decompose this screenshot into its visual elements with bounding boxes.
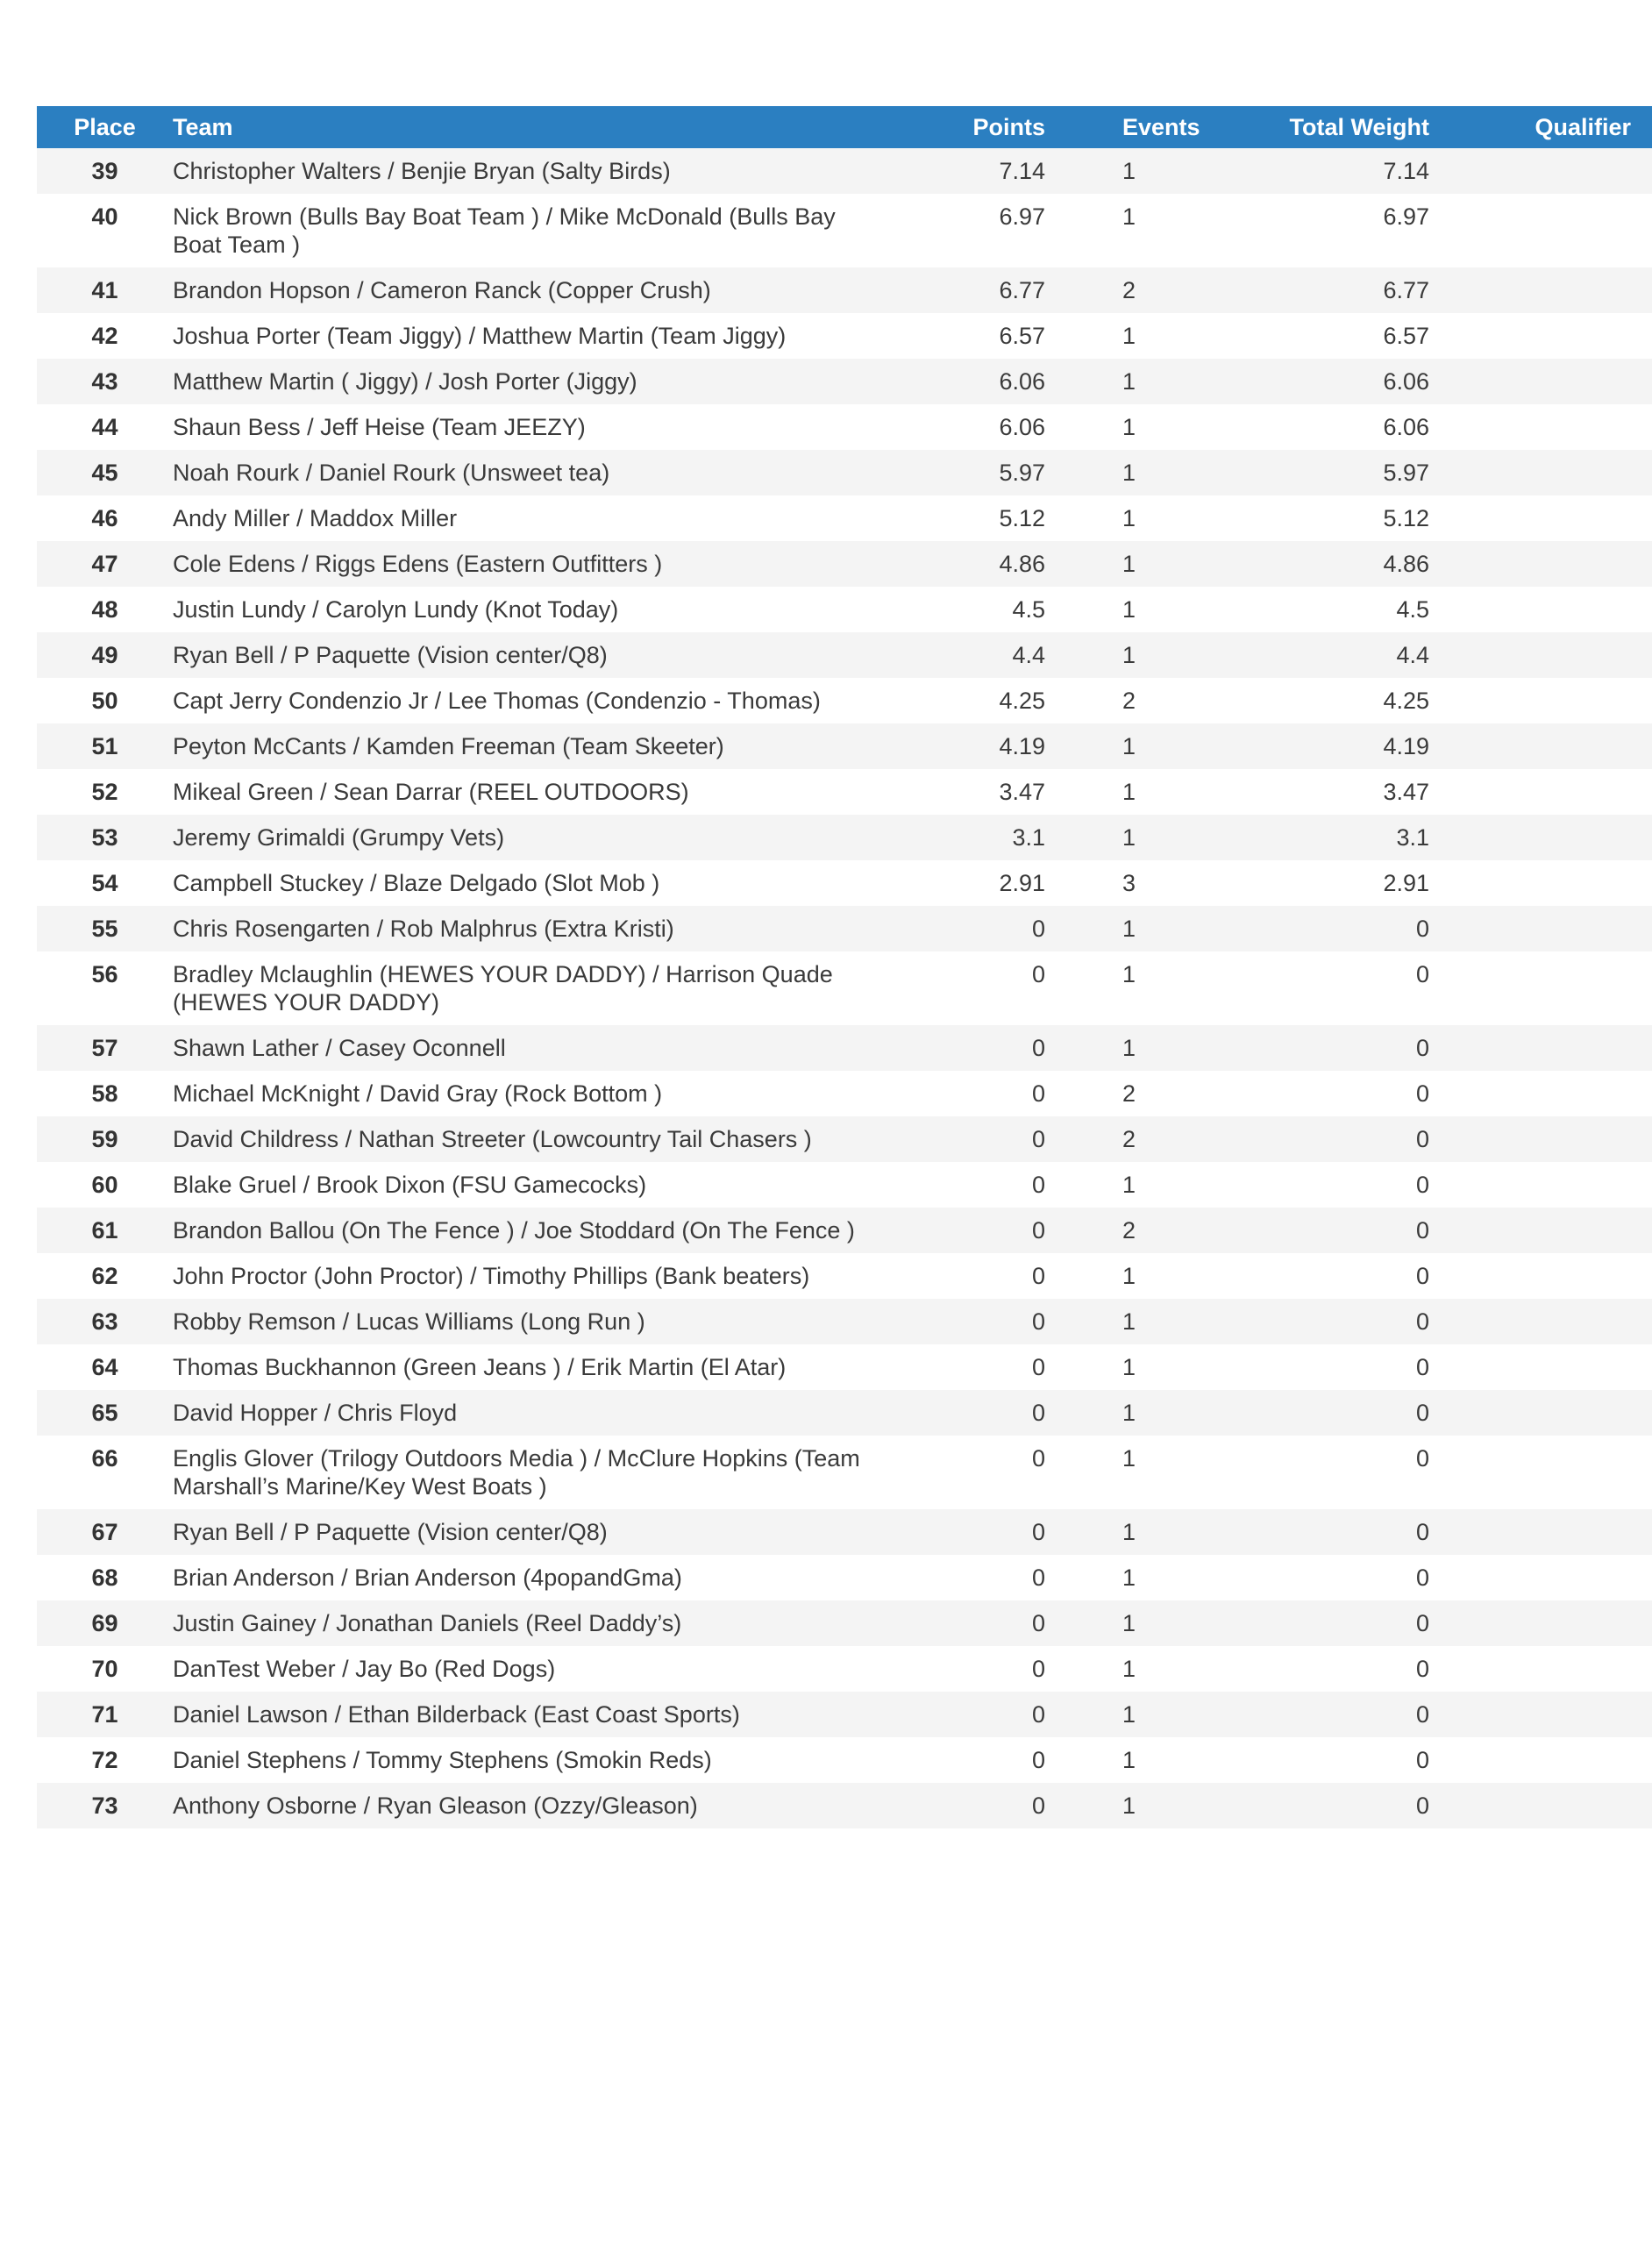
cell-qualifier (1429, 313, 1652, 359)
cell-total-weight: 2.91 (1236, 860, 1429, 906)
cell-points: 0 (918, 1253, 1045, 1299)
cell-qualifier (1429, 815, 1652, 860)
cell-place: 53 (37, 815, 173, 860)
cell-qualifier (1429, 1390, 1652, 1436)
team-name: Chris Rosengarten / Rob Malphrus (Extra Kristi) (173, 916, 674, 942)
table-row (37, 1555, 1652, 1600)
team-name: David Hopper / Chris Floyd (173, 1400, 458, 1426)
cell-points: 0 (918, 1344, 1045, 1390)
team-name: Ryan Bell / P Paquette (Vision center/Q8) (173, 642, 608, 668)
table-row (37, 148, 1652, 194)
cell-total-weight: 4.4 (1236, 632, 1429, 678)
cell-team (173, 1025, 918, 1071)
cell-qualifier (1429, 769, 1652, 815)
cell-total-weight: 6.77 (1236, 267, 1429, 313)
cell-qualifier (1429, 1025, 1652, 1071)
cell-place: 63 (37, 1299, 173, 1344)
cell-points: 0 (918, 906, 1045, 951)
cell-qualifier (1429, 1208, 1652, 1253)
col-header-place: Place (37, 106, 173, 148)
cell-team (173, 1737, 918, 1783)
cell-points: 0 (918, 1116, 1045, 1162)
table-row (37, 587, 1652, 632)
team-name: Daniel Lawson / Ethan Bilderback (East Coast Sports) (173, 1701, 740, 1728)
cell-qualifier (1429, 1436, 1652, 1509)
cell-events: 1 (1045, 1692, 1236, 1737)
cell-qualifier (1429, 1253, 1652, 1299)
cell-total-weight: 0 (1236, 1025, 1429, 1071)
cell-team (173, 1646, 918, 1692)
table-row (37, 541, 1652, 587)
cell-events: 1 (1045, 541, 1236, 587)
cell-points: 3.47 (918, 769, 1045, 815)
team-name: Brian Anderson / Brian Anderson (4popandGma) (173, 1564, 682, 1591)
cell-events: 2 (1045, 678, 1236, 723)
cell-total-weight: 0 (1236, 1646, 1429, 1692)
cell-qualifier (1429, 587, 1652, 632)
team-name: Christopher Walters / Benjie Bryan (Salty Birds) (173, 158, 671, 184)
table-row (37, 860, 1652, 906)
cell-qualifier (1429, 1783, 1652, 1828)
cell-events: 1 (1045, 450, 1236, 495)
cell-points: 4.4 (918, 632, 1045, 678)
cell-total-weight: 6.06 (1236, 359, 1429, 404)
table-row (37, 1299, 1652, 1344)
team-name: Cole Edens / Riggs Edens (Eastern Outfitters ) (173, 551, 663, 577)
team-name: Justin Lundy / Carolyn Lundy (Knot Today) (173, 596, 619, 623)
cell-events: 1 (1045, 1390, 1236, 1436)
table-row (37, 194, 1652, 267)
cell-total-weight: 6.97 (1236, 194, 1429, 267)
team-name: Joshua Porter (Team Jiggy) / Matthew Martin (Team Jiggy) (173, 323, 787, 349)
cell-team (173, 1783, 918, 1828)
cell-events: 1 (1045, 359, 1236, 404)
cell-place: 73 (37, 1783, 173, 1828)
cell-qualifier (1429, 404, 1652, 450)
cell-points: 2.91 (918, 860, 1045, 906)
table-row (37, 450, 1652, 495)
table-row (37, 1436, 1652, 1509)
cell-qualifier (1429, 1162, 1652, 1208)
cell-total-weight: 4.86 (1236, 541, 1429, 587)
team-name: John Proctor (John Proctor) / Timothy Phillips (Bank beaters) (173, 1263, 810, 1289)
cell-place: 43 (37, 359, 173, 404)
table-row (37, 1025, 1652, 1071)
cell-events: 1 (1045, 1555, 1236, 1600)
table-row (37, 723, 1652, 769)
cell-place: 71 (37, 1692, 173, 1737)
cell-team (173, 951, 918, 1025)
cell-events: 1 (1045, 1737, 1236, 1783)
cell-events: 1 (1045, 815, 1236, 860)
header-row (37, 106, 1652, 148)
cell-events: 2 (1045, 1116, 1236, 1162)
table-header (37, 106, 1652, 148)
cell-place: 65 (37, 1390, 173, 1436)
cell-events: 1 (1045, 1783, 1236, 1828)
cell-points: 4.19 (918, 723, 1045, 769)
table-row (37, 1692, 1652, 1737)
cell-total-weight: 0 (1236, 906, 1429, 951)
cell-team (173, 678, 918, 723)
cell-qualifier (1429, 678, 1652, 723)
cell-team (173, 148, 918, 194)
cell-events: 3 (1045, 860, 1236, 906)
cell-place: 64 (37, 1344, 173, 1390)
cell-total-weight: 5.12 (1236, 495, 1429, 541)
cell-points: 0 (918, 1162, 1045, 1208)
cell-qualifier (1429, 267, 1652, 313)
cell-events: 1 (1045, 1646, 1236, 1692)
cell-place: 69 (37, 1600, 173, 1646)
cell-total-weight: 0 (1236, 1692, 1429, 1737)
cell-points: 0 (918, 1071, 1045, 1116)
cell-total-weight: 0 (1236, 1253, 1429, 1299)
cell-events: 1 (1045, 632, 1236, 678)
cell-team (173, 815, 918, 860)
cell-place: 61 (37, 1208, 173, 1253)
cell-qualifier (1429, 148, 1652, 194)
table-row (37, 1390, 1652, 1436)
cell-qualifier (1429, 906, 1652, 951)
cell-team (173, 359, 918, 404)
cell-team (173, 1600, 918, 1646)
cell-place: 62 (37, 1253, 173, 1299)
table-row (37, 1071, 1652, 1116)
cell-events: 1 (1045, 951, 1236, 1025)
cell-total-weight: 0 (1236, 1162, 1429, 1208)
table-row (37, 678, 1652, 723)
cell-place: 70 (37, 1646, 173, 1692)
table-row (37, 1600, 1652, 1646)
team-name: Thomas Buckhannon (Green Jeans ) / Erik Martin (El Atar) (173, 1354, 787, 1380)
cell-place: 72 (37, 1737, 173, 1783)
col-header-qualifier: Qualifier (1429, 106, 1652, 148)
cell-qualifier (1429, 1071, 1652, 1116)
table-row (37, 359, 1652, 404)
cell-team (173, 313, 918, 359)
table-row (37, 1253, 1652, 1299)
cell-qualifier (1429, 1646, 1652, 1692)
cell-points: 4.25 (918, 678, 1045, 723)
cell-qualifier (1429, 1600, 1652, 1646)
table-row (37, 632, 1652, 678)
table-row (37, 1737, 1652, 1783)
team-name: Shaun Bess / Jeff Heise (Team JEEZY) (173, 414, 586, 440)
cell-qualifier (1429, 632, 1652, 678)
cell-qualifier (1429, 450, 1652, 495)
cell-total-weight: 0 (1236, 1071, 1429, 1116)
cell-events: 2 (1045, 1208, 1236, 1253)
cell-total-weight: 6.06 (1236, 404, 1429, 450)
cell-total-weight: 4.25 (1236, 678, 1429, 723)
cell-team (173, 1299, 918, 1344)
cell-events: 1 (1045, 1436, 1236, 1509)
cell-place: 41 (37, 267, 173, 313)
cell-events: 1 (1045, 495, 1236, 541)
standings-table (37, 106, 1652, 1828)
cell-total-weight: 0 (1236, 1600, 1429, 1646)
cell-points: 0 (918, 1646, 1045, 1692)
cell-qualifier (1429, 359, 1652, 404)
table-row (37, 1162, 1652, 1208)
cell-place: 60 (37, 1162, 173, 1208)
table-row (37, 769, 1652, 815)
cell-points: 5.97 (918, 450, 1045, 495)
cell-qualifier (1429, 1509, 1652, 1555)
cell-total-weight: 7.14 (1236, 148, 1429, 194)
cell-qualifier (1429, 951, 1652, 1025)
cell-total-weight: 0 (1236, 1390, 1429, 1436)
cell-events: 1 (1045, 1509, 1236, 1555)
col-header-team: Team (173, 106, 918, 148)
cell-events: 1 (1045, 587, 1236, 632)
cell-team (173, 1116, 918, 1162)
cell-total-weight: 0 (1236, 1783, 1429, 1828)
cell-place: 52 (37, 769, 173, 815)
cell-team (173, 723, 918, 769)
cell-total-weight: 0 (1236, 1116, 1429, 1162)
cell-points: 3.1 (918, 815, 1045, 860)
cell-place: 46 (37, 495, 173, 541)
cell-place: 68 (37, 1555, 173, 1600)
team-name: Capt Jerry Condenzio Jr / Lee Thomas (Condenzio - Thomas) (173, 688, 821, 714)
team-name: Robby Remson / Lucas Williams (Long Run ) (173, 1308, 645, 1335)
cell-qualifier (1429, 541, 1652, 587)
cell-points: 0 (918, 1436, 1045, 1509)
cell-place: 39 (37, 148, 173, 194)
cell-team (173, 450, 918, 495)
cell-team (173, 1390, 918, 1436)
cell-qualifier (1429, 1737, 1652, 1783)
table-row (37, 267, 1652, 313)
cell-team (173, 1208, 918, 1253)
cell-points: 0 (918, 1299, 1045, 1344)
table-row (37, 1344, 1652, 1390)
cell-place: 58 (37, 1071, 173, 1116)
table-row (37, 815, 1652, 860)
cell-place: 42 (37, 313, 173, 359)
cell-total-weight: 0 (1236, 1344, 1429, 1390)
cell-team (173, 632, 918, 678)
cell-events: 1 (1045, 723, 1236, 769)
cell-place: 66 (37, 1436, 173, 1509)
cell-team (173, 1509, 918, 1555)
cell-qualifier (1429, 860, 1652, 906)
table-row (37, 951, 1652, 1025)
cell-place: 51 (37, 723, 173, 769)
cell-points: 0 (918, 1692, 1045, 1737)
cell-events: 1 (1045, 1253, 1236, 1299)
cell-team (173, 860, 918, 906)
team-name: Daniel Stephens / Tommy Stephens (Smokin Reds) (173, 1747, 712, 1773)
cell-events: 1 (1045, 906, 1236, 951)
cell-team (173, 587, 918, 632)
cell-events: 1 (1045, 404, 1236, 450)
cell-events: 2 (1045, 1071, 1236, 1116)
cell-team (173, 1344, 918, 1390)
cell-events: 1 (1045, 769, 1236, 815)
team-name: David Childress / Nathan Streeter (Lowcountry Tail Chasers ) (173, 1126, 812, 1152)
cell-total-weight: 0 (1236, 1737, 1429, 1783)
team-name: Justin Gainey / Jonathan Daniels (Reel Daddy’s) (173, 1610, 682, 1636)
cell-qualifier (1429, 1692, 1652, 1737)
cell-place: 44 (37, 404, 173, 450)
cell-total-weight: 0 (1236, 951, 1429, 1025)
cell-team (173, 1162, 918, 1208)
cell-qualifier (1429, 194, 1652, 267)
cell-place: 50 (37, 678, 173, 723)
cell-team (173, 1555, 918, 1600)
cell-qualifier (1429, 495, 1652, 541)
cell-team (173, 1071, 918, 1116)
cell-qualifier (1429, 723, 1652, 769)
table-row (37, 313, 1652, 359)
cell-total-weight: 5.97 (1236, 450, 1429, 495)
cell-points: 4.5 (918, 587, 1045, 632)
cell-team (173, 769, 918, 815)
table-row (37, 1783, 1652, 1828)
table-row (37, 404, 1652, 450)
cell-total-weight: 4.19 (1236, 723, 1429, 769)
table-row (37, 1116, 1652, 1162)
cell-place: 55 (37, 906, 173, 951)
cell-total-weight: 3.47 (1236, 769, 1429, 815)
cell-events: 1 (1045, 1025, 1236, 1071)
cell-team (173, 194, 918, 267)
cell-points: 5.12 (918, 495, 1045, 541)
cell-points: 0 (918, 1783, 1045, 1828)
cell-events: 1 (1045, 194, 1236, 267)
cell-total-weight: 0 (1236, 1509, 1429, 1555)
team-name: Brandon Hopson / Cameron Ranck (Copper Crush) (173, 277, 711, 303)
team-name: Anthony Osborne / Ryan Gleason (Ozzy/Gleason) (173, 1792, 698, 1819)
cell-events: 1 (1045, 148, 1236, 194)
team-name: Shawn Lather / Casey Oconnell (173, 1035, 506, 1061)
table-row (37, 906, 1652, 951)
cell-place: 59 (37, 1116, 173, 1162)
cell-team (173, 404, 918, 450)
team-name: Englis Glover (Trilogy Outdoors Media ) / McClure Hopkins (Team Marshall’s Marine/Key West Boats ) (173, 1445, 860, 1500)
team-name: Noah Rourk / Daniel Rourk (Unsweet tea) (173, 460, 610, 486)
cell-points: 6.97 (918, 194, 1045, 267)
cell-team (173, 1436, 918, 1509)
cell-team (173, 906, 918, 951)
cell-events: 2 (1045, 267, 1236, 313)
team-name: Peyton McCants / Kamden Freeman (Team Skeeter) (173, 733, 724, 759)
col-header-points: Points (918, 106, 1045, 148)
cell-events: 1 (1045, 1299, 1236, 1344)
cell-events: 1 (1045, 1344, 1236, 1390)
cell-points: 0 (918, 1555, 1045, 1600)
cell-qualifier (1429, 1344, 1652, 1390)
cell-team (173, 267, 918, 313)
cell-points: 0 (918, 1600, 1045, 1646)
cell-place: 54 (37, 860, 173, 906)
cell-points: 0 (918, 1390, 1045, 1436)
cell-place: 57 (37, 1025, 173, 1071)
cell-team (173, 1253, 918, 1299)
table-row (37, 1509, 1652, 1555)
cell-total-weight: 0 (1236, 1208, 1429, 1253)
cell-points: 0 (918, 1509, 1045, 1555)
cell-points: 6.77 (918, 267, 1045, 313)
cell-team (173, 541, 918, 587)
cell-points: 0 (918, 1737, 1045, 1783)
cell-place: 56 (37, 951, 173, 1025)
team-name: Matthew Martin ( Jiggy) / Josh Porter (Jiggy) (173, 368, 637, 395)
cell-points: 4.86 (918, 541, 1045, 587)
table-body (37, 148, 1652, 1828)
cell-total-weight: 6.57 (1236, 313, 1429, 359)
cell-place: 67 (37, 1509, 173, 1555)
cell-total-weight: 0 (1236, 1299, 1429, 1344)
cell-total-weight: 0 (1236, 1555, 1429, 1600)
cell-place: 47 (37, 541, 173, 587)
cell-team (173, 495, 918, 541)
cell-points: 6.06 (918, 359, 1045, 404)
cell-place: 48 (37, 587, 173, 632)
cell-points: 0 (918, 1208, 1045, 1253)
cell-points: 7.14 (918, 148, 1045, 194)
team-name: DanTest Weber / Jay Bo (Red Dogs) (173, 1656, 556, 1682)
cell-events: 1 (1045, 313, 1236, 359)
team-name: Mikeal Green / Sean Darrar (REEL OUTDOORS) (173, 779, 689, 805)
team-name: Campbell Stuckey / Blaze Delgado (Slot Mob ) (173, 870, 660, 896)
table-row (37, 1646, 1652, 1692)
col-header-events: Events (1045, 106, 1236, 148)
cell-total-weight: 4.5 (1236, 587, 1429, 632)
cell-points: 0 (918, 1025, 1045, 1071)
team-name: Ryan Bell / P Paquette (Vision center/Q8) (173, 1519, 608, 1545)
cell-points: 6.06 (918, 404, 1045, 450)
cell-points: 6.57 (918, 313, 1045, 359)
team-name: Nick Brown (Bulls Bay Boat Team ) / Mike McDonald (Bulls Bay Boat Team ) (173, 203, 836, 258)
team-name: Michael McKnight / David Gray (Rock Bottom ) (173, 1080, 663, 1107)
cell-qualifier (1429, 1299, 1652, 1344)
col-header-total-weight: Total Weight (1236, 106, 1429, 148)
cell-events: 1 (1045, 1162, 1236, 1208)
team-name: Brandon Ballou (On The Fence ) / Joe Stoddard (On The Fence ) (173, 1217, 855, 1244)
team-name: Blake Gruel / Brook Dixon (FSU Gamecocks) (173, 1172, 647, 1198)
cell-qualifier (1429, 1116, 1652, 1162)
cell-points: 0 (918, 951, 1045, 1025)
cell-place: 45 (37, 450, 173, 495)
cell-total-weight: 0 (1236, 1436, 1429, 1509)
cell-events: 1 (1045, 1600, 1236, 1646)
team-name: Andy Miller / Maddox Miller (173, 505, 458, 531)
team-name: Bradley Mclaughlin (HEWES YOUR DADDY) / Harrison Quade (HEWES YOUR DADDY) (173, 961, 833, 1016)
cell-total-weight: 3.1 (1236, 815, 1429, 860)
team-name: Jeremy Grimaldi (Grumpy Vets) (173, 824, 505, 851)
cell-team (173, 1692, 918, 1737)
cell-qualifier (1429, 1555, 1652, 1600)
table-row (37, 495, 1652, 541)
cell-place: 40 (37, 194, 173, 267)
table-row (37, 1208, 1652, 1253)
cell-place: 49 (37, 632, 173, 678)
